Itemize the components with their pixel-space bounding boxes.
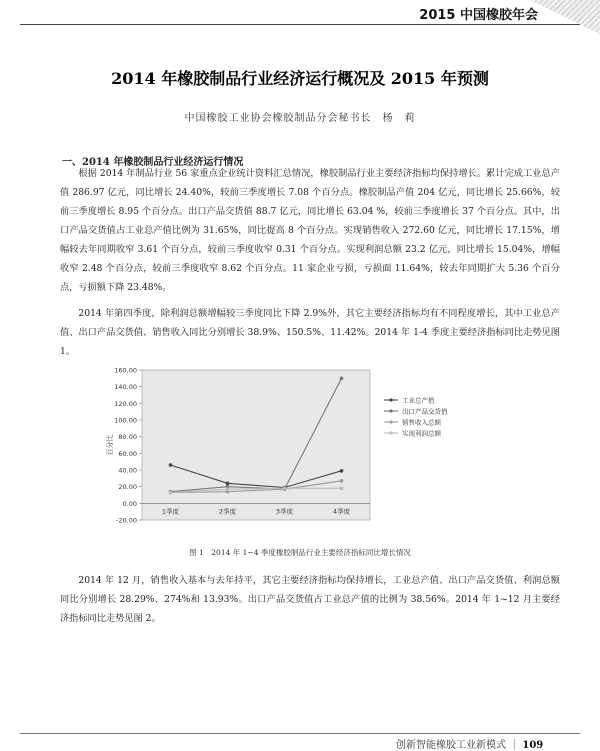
- legend-label: 出口产品交货值: [402, 407, 448, 416]
- y-tick-label: 140.00: [114, 383, 137, 392]
- y-tick-label: 20.00: [118, 483, 137, 492]
- x-tick-label: 1季度: [161, 507, 180, 516]
- x-tick-label: 2季度: [218, 507, 237, 516]
- chart-svg: [100, 362, 520, 532]
- figure-1-chart: [100, 362, 520, 532]
- series-point-4: [226, 487, 230, 491]
- legend-marker: [389, 431, 392, 434]
- figure-1-caption: 图 1 2014 年 1~4 季度橡胶制品行业主要经济指标同比增长情况: [189, 548, 411, 557]
- y-tick-label: 80.00: [118, 433, 137, 442]
- header-corner-decoration: [530, 0, 600, 34]
- plot-area: [142, 370, 370, 520]
- footer-rule: [20, 733, 580, 734]
- y-tick-label: 100.00: [114, 416, 137, 425]
- legend-marker: [389, 409, 392, 412]
- y-tick-label: 120.00: [114, 399, 137, 408]
- y-tick-label: 0.00: [122, 499, 137, 508]
- y-tick-label: 160.00: [114, 366, 137, 375]
- legend-label: 工业总产值: [402, 396, 435, 405]
- section-heading: 一、2014 年橡胶制品行业经济运行情况: [62, 157, 244, 168]
- y-tick-label: 60.00: [118, 449, 137, 458]
- legend-label: 实现利润总额: [402, 429, 441, 438]
- series-point-1: [340, 469, 344, 473]
- footer-text: 创新智能橡胶工业新模式 ｜: [396, 740, 523, 751]
- series-point-3: [340, 479, 344, 483]
- page-header: [0, 0, 600, 26]
- series-point-1: [169, 463, 173, 467]
- series-point-4: [340, 487, 344, 491]
- header-rule: [20, 24, 580, 25]
- article-author: 中国橡胶工业协会橡胶制品分会秘书长 杨 莉: [184, 113, 416, 124]
- page-number: 109: [522, 740, 544, 751]
- paragraph-2: 2014 年第四季度，除利润总额增幅较三季度同比下降 2.9%外，其它主要经济指标均有不同程度增长，其中工业总产值、出口产品交货值、销售收入同比分别增长 38.9%、150.5%、11.42%。2014 年 1-4 季度主要经济指标同比走势见图 1。: [60, 308, 560, 357]
- article-title: 2014 年橡胶制品行业经济运行概况及 2015 年预测: [111, 69, 489, 88]
- y-tick-label: 40.00: [118, 466, 137, 475]
- series-point-1: [226, 482, 230, 486]
- paragraph-1: 根据 2014 年制品行业 56 家重点企业统计资料汇总情况，橡胶制品行业主要经济指标均保持增长。累计完成工业总产值 286.97 亿元，同比增长 24.40%，较前三季度增长 7.08 个百分点。橡胶制品产值 204 亿元，同比增长 25.66%，较前三季度增长 8.95 个百分点。出口产品交货值 88.7 亿元，同比增长 63.04 %，较前三季度增长 37 个百分点。其中，出口产品交货值占工业总产值比例为 31.65%，同比提高 8 个百分点。实现销售收入 272.60 亿元，同比增长 17.15%，增幅较去年同期收窄 3.61 个百分点，较前三季度收窄 0.31 个百分点。实现利润总额 23.2 亿元，同比增长 15.04%，增幅收窄 2.48 个百分点，较前三季度收窄 8.62 个百分点。11 家企业亏损，亏损面 11.64%，较去年同期扩大 5.36 个百分点，亏损额下降 23.48%。: [60, 168, 560, 293]
- y-tick-label: -20.00: [116, 516, 137, 525]
- legend-marker: [389, 420, 392, 423]
- x-tick-label: 4季度: [332, 507, 351, 516]
- x-tick-label: 3季度: [275, 507, 294, 516]
- y-axis-label: 百分比: [106, 434, 114, 456]
- series-point-2: [340, 377, 344, 381]
- legend-label: 销售收入总额: [402, 418, 441, 427]
- journal-title: 2015 中国橡胶年会: [419, 8, 538, 23]
- series-point-4: [283, 487, 287, 491]
- series-point-4: [169, 491, 173, 495]
- paragraph-3: 2014 年 12 月，销售收入基本与去年持平，其它主要经济指标均保持增长，工业总产值、出口产品交货值、利润总额同比分别增长 28.29%、274%和 13.93%。出口产品交货值占工业总产值的比例为 38.56%。2014 年 1~12 月主要经济指标同比走势见图 2。: [60, 575, 560, 624]
- legend-marker: [389, 398, 392, 401]
